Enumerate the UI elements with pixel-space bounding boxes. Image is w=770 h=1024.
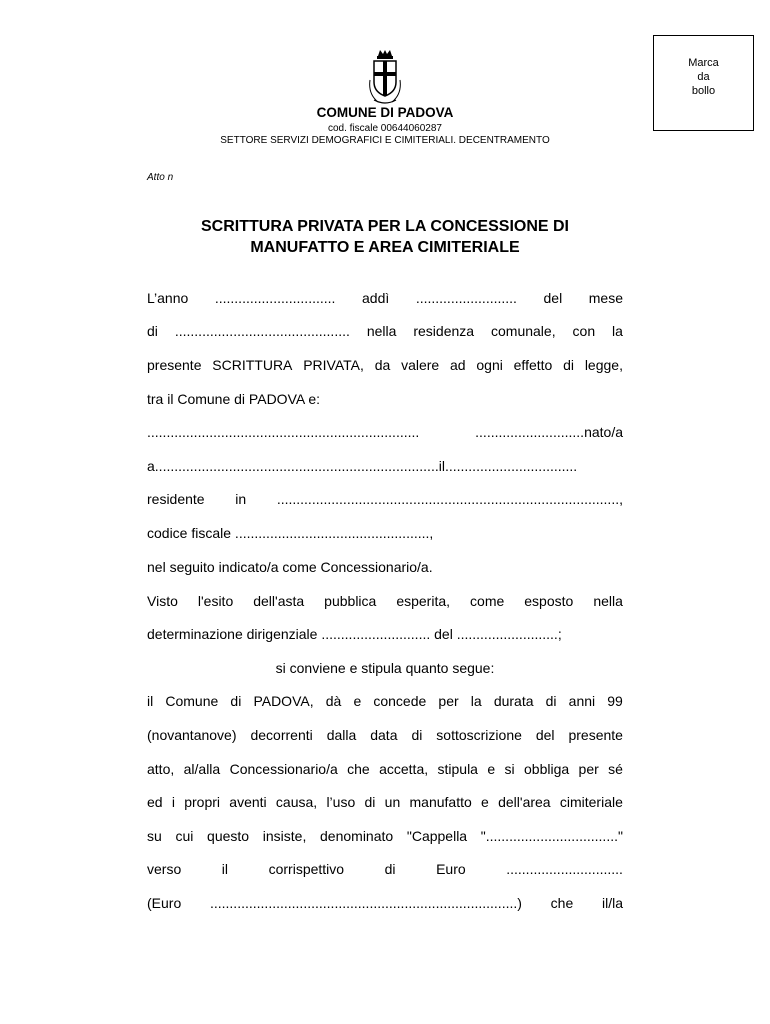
body-word: stipula xyxy=(437,761,478,777)
department-name: SETTORE SERVIZI DEMOGRAFICI E CIMITERIALI. DECENTRAMENTO xyxy=(220,135,550,146)
body-word: come xyxy=(470,593,505,609)
body-word: dell'area xyxy=(498,794,551,810)
body-word: di xyxy=(364,794,376,810)
body-line xyxy=(147,693,623,709)
body-word: nella xyxy=(366,323,397,339)
body-word: mese xyxy=(588,290,623,306)
body-word: di xyxy=(563,357,575,373)
body-line: nel seguito indicato/a come Concessionario/a. xyxy=(147,559,433,575)
body-word: (novantanove) xyxy=(147,727,237,743)
stamp-line-2: da xyxy=(697,71,710,83)
body-word: e xyxy=(481,794,489,810)
body-word: atto, xyxy=(147,761,175,777)
body-word: l'esito xyxy=(197,593,234,609)
body-word: obbliga xyxy=(524,761,570,777)
body-word: dalla xyxy=(326,727,357,743)
body-line xyxy=(147,357,623,373)
body-word: ........................................................................................, xyxy=(276,491,623,507)
deed-number-label: Atto n xyxy=(147,172,174,183)
body-line xyxy=(147,794,623,810)
body-word: Comune xyxy=(165,693,219,709)
body-line xyxy=(147,761,623,777)
body-word: ...............................................................................) xyxy=(209,895,522,911)
body-word: dell'asta xyxy=(253,593,305,609)
body-word: Concessionario/a xyxy=(229,761,338,777)
body-word: il xyxy=(147,693,154,709)
body-word: un xyxy=(384,794,401,810)
body-word: corrispettivo xyxy=(268,861,345,877)
body-line xyxy=(147,861,623,877)
body-word: di xyxy=(545,693,557,709)
body-word: ...................................................................... xyxy=(147,424,420,440)
body-word: cimiteriale xyxy=(559,794,623,810)
body-word: 99 xyxy=(607,693,623,709)
body-line xyxy=(147,593,623,609)
body-word: al/alla xyxy=(183,761,221,777)
body-word: addì xyxy=(362,290,390,306)
body-word: sottoscrizione xyxy=(436,727,522,743)
body-word: (Euro xyxy=(147,895,182,911)
body-word: dà xyxy=(325,693,342,709)
body-word: insiste, xyxy=(262,828,307,844)
tax-code: cod. fiscale 00644060287 xyxy=(328,123,442,134)
body-word: SCRITTURA xyxy=(212,357,293,373)
body-word: che xyxy=(550,895,574,911)
body-word: comunale, xyxy=(491,323,556,339)
body-word: il xyxy=(221,861,229,877)
body-word: di xyxy=(384,861,396,877)
stamp-line-3: bollo xyxy=(691,85,716,97)
body-word: Euro xyxy=(436,861,466,877)
body-word: e xyxy=(487,761,496,777)
body-word: pubblica xyxy=(324,593,377,609)
body-line xyxy=(147,727,623,743)
body-word: ............................... xyxy=(214,290,336,306)
body-word: PRIVATA, xyxy=(303,357,364,373)
body-word: del xyxy=(535,727,555,743)
body-word: che xyxy=(347,761,370,777)
body-word: per xyxy=(438,693,459,709)
body-word: questo xyxy=(207,828,250,844)
body-line xyxy=(147,290,623,306)
body-word: ".................................." xyxy=(480,828,623,844)
stamp-line-1: Marca xyxy=(688,57,719,69)
body-word: data xyxy=(370,727,398,743)
body-word: PADOVA, xyxy=(253,693,314,709)
body-word: esperita, xyxy=(396,593,451,609)
body-word: propri xyxy=(184,794,221,810)
body-word: aventi xyxy=(229,794,267,810)
body-word: i xyxy=(171,794,175,810)
body-line xyxy=(147,424,623,440)
document-title-line-1: SCRITTURA PRIVATA PER LA CONCESSIONE DI xyxy=(200,218,569,235)
body-word: residente xyxy=(147,491,205,507)
body-word: ............................nato/a xyxy=(475,424,623,440)
body-line xyxy=(147,323,623,339)
body-word: accetta, xyxy=(379,761,429,777)
body-word: ad xyxy=(450,357,466,373)
body-line: codice fiscale .................................................., xyxy=(147,525,434,541)
body-word: presente xyxy=(568,727,623,743)
body-word: effetto xyxy=(513,357,553,373)
body-word: di xyxy=(147,323,158,339)
body-line: tra il Comune di PADOVA e: xyxy=(147,391,320,407)
body-word: anni xyxy=(568,693,596,709)
body-line xyxy=(147,828,623,844)
body-word: del xyxy=(543,290,563,306)
body-word: nella xyxy=(593,593,623,609)
body-line: determinazione dirigenziale ............................ del ..........................; xyxy=(147,626,562,642)
body-word: sé xyxy=(608,761,623,777)
body-word: concede xyxy=(373,693,427,709)
body-word: con xyxy=(572,323,596,339)
body-word: di xyxy=(411,727,423,743)
body-word: valere xyxy=(401,357,440,373)
body-word: si xyxy=(504,761,515,777)
body-line: a.........................................................................il.................................. xyxy=(147,458,578,474)
municipality-name: COMUNE DI PADOVA xyxy=(316,105,454,120)
body-word: causa, xyxy=(275,794,318,810)
padova-crest-logo xyxy=(366,50,404,106)
body-word: per xyxy=(578,761,599,777)
body-word: in xyxy=(235,491,247,507)
body-line: si conviene e stipula quanto segue: xyxy=(275,660,495,676)
body-word: ............................................. xyxy=(174,323,350,339)
body-word: esposto xyxy=(524,593,574,609)
body-word: e xyxy=(353,693,362,709)
body-word: da xyxy=(374,357,391,373)
body-word: cui xyxy=(175,828,194,844)
body-word: denominato xyxy=(320,828,394,844)
body-word: decorrenti xyxy=(250,727,313,743)
body-word: la xyxy=(612,323,623,339)
body-word: ogni xyxy=(476,357,503,373)
body-word: "Cappella xyxy=(406,828,468,844)
body-word: residenza xyxy=(413,323,475,339)
body-word: su xyxy=(147,828,162,844)
document-title-line-2: MANUFATTO E AREA CIMITERIALE xyxy=(250,239,520,256)
body-word: la xyxy=(470,693,482,709)
body-line xyxy=(147,491,623,507)
body-word: di xyxy=(230,693,242,709)
body-word: .......................... xyxy=(415,290,517,306)
body-word: .............................. xyxy=(506,861,623,877)
body-word: l’uso xyxy=(326,794,356,810)
body-word: il/la xyxy=(601,895,623,911)
body-word: L’anno xyxy=(147,290,189,306)
body-word: Visto xyxy=(147,593,178,609)
body-word: durata xyxy=(493,693,534,709)
body-word: presente xyxy=(147,357,202,373)
body-word: legge, xyxy=(584,357,623,373)
body-word: manufatto xyxy=(409,794,472,810)
body-word: ed xyxy=(147,794,163,810)
body-word: verso xyxy=(147,861,182,877)
body-line xyxy=(147,895,623,911)
